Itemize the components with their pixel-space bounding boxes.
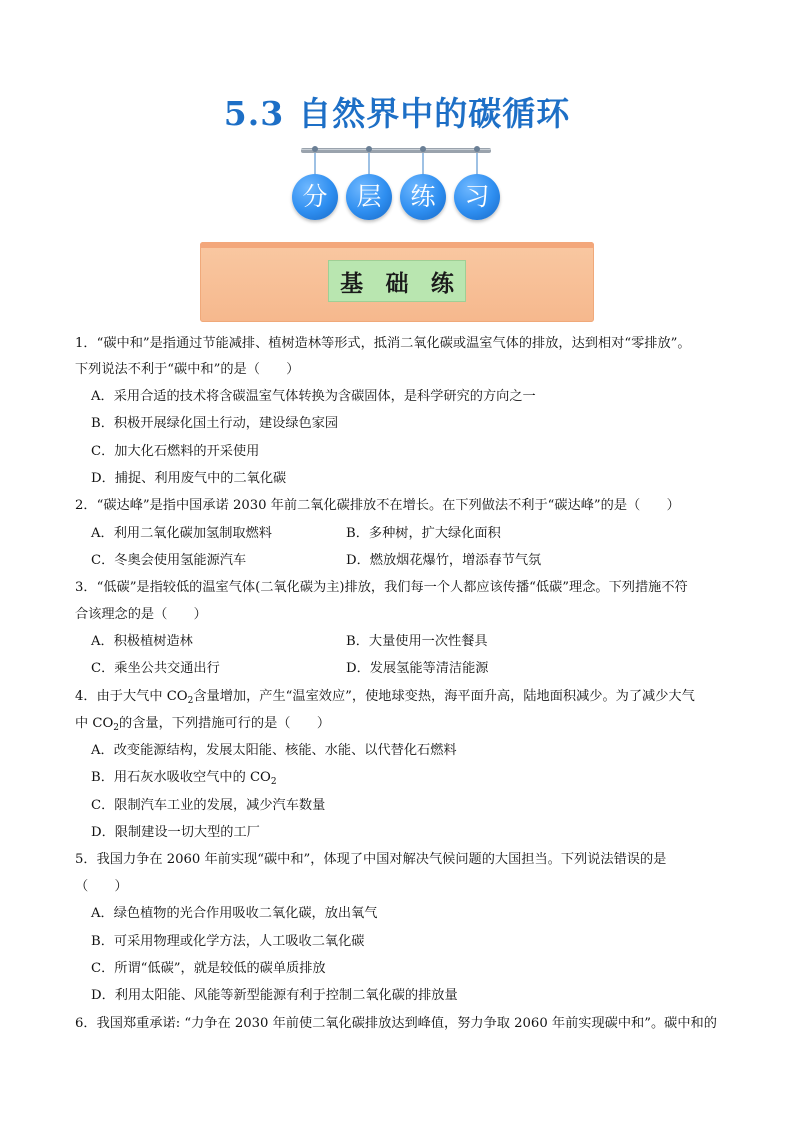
question-stem: 合该理念的是（ ）	[75, 607, 207, 622]
subscript: 2	[113, 723, 120, 733]
badge-ceng: 层	[346, 174, 392, 220]
section-title: 自然界中的碳循环	[298, 94, 571, 133]
option-d: D．捕捉、利用废气中的二氧化碳	[91, 471, 287, 486]
option-d: D．限制建设一切大型的工厂	[91, 825, 260, 840]
option-a: A．利用二氧化碳加氢制取燃料	[91, 526, 272, 541]
hanging-rod	[301, 148, 491, 153]
option-text: B．用石灰水吸收空气中的 CO	[91, 770, 271, 785]
section-banner	[200, 242, 594, 322]
option-d: D．发展氢能等清洁能源	[346, 661, 489, 676]
question-stem: （ ）	[75, 879, 128, 894]
stem-text: 中 CO	[75, 716, 114, 731]
question-stem	[75, 683, 695, 710]
stem-text: 4．由于大气中 CO	[75, 689, 188, 704]
badge-xi: 习	[454, 174, 500, 220]
badge-fen: 分	[292, 174, 338, 220]
option-c: C．乘坐公共交通出行	[91, 661, 220, 676]
option-a: A．采用合适的技术将含碳温室气体转换为含碳固体，是科学研究的方向之一	[91, 389, 536, 404]
stem-text: 的含量，下列措施可行的是（ ）	[119, 716, 331, 731]
rod-pin-icon	[420, 146, 426, 152]
section-number: 5.3	[223, 94, 285, 133]
section-label	[328, 260, 466, 302]
option-b: B．大量使用一次性餐具	[346, 634, 488, 649]
question-stem: 3．“低碳”是指较低的温室气体(二氧化碳为主)排放，我们每一个人都应该传播“低碳”理念。下列措施不符	[75, 580, 688, 595]
option-b: B．多种树，扩大绿化面积	[346, 526, 501, 541]
rod-pin-icon	[366, 146, 372, 152]
subscript: 2	[187, 696, 194, 706]
page-title	[0, 88, 794, 135]
option-a: A．改变能源结构，发展太阳能、核能、水能、以代替化石燃料	[91, 743, 457, 758]
question-stem: 6．我国郑重承诺: “力争在 2030 年前使二氧化碳排放达到峰值，努力争取 2060 年前实现碳中和”。碳中和的	[75, 1016, 717, 1031]
option-c: C．加大化石燃料的开采使用	[91, 444, 260, 459]
rod-pin-icon	[474, 146, 480, 152]
option-c: C．所谓“低碳”，就是较低的碳单质排放	[91, 961, 326, 976]
option-d: D．利用太阳能、风能等新型能源有利于控制二氧化碳的排放量	[91, 988, 458, 1003]
option-d: D．燃放烟花爆竹，增添春节气氛	[346, 553, 542, 568]
option-b	[91, 764, 277, 791]
question-stem: 2．“碳达峰”是指中国承诺 2030 年前二氧化碳排放不在增长。在下列做法不利于“碳达峰”的是（ ）	[75, 498, 680, 513]
stem-text: 含量增加，产生“温室效应”，使地球变热，海平面升高，陆地面积减少。为了减少大气	[193, 689, 695, 704]
option-a: A．积极植树造林	[91, 634, 193, 649]
question-stem: 下列说法不利于“碳中和”的是（ ）	[75, 362, 300, 377]
option-c: C．冬奥会使用氢能源汽车	[91, 553, 247, 568]
section-char: 基	[340, 270, 364, 297]
rod-pin-icon	[312, 146, 318, 152]
question-stem: 5．我国力争在 2060 年前实现“碳中和”，体现了中国对解决气候问题的大国担当。下列说法错误的是	[75, 852, 667, 867]
option-a: A．绿色植物的光合作用吸收二氧化碳，放出氧气	[91, 906, 378, 921]
option-b: B．积极开展绿化国土行动，建设绿色家园	[91, 416, 339, 431]
option-c: C．限制汽车工业的发展，减少汽车数量	[91, 798, 326, 813]
question-stem	[75, 710, 330, 737]
subscript: 2	[270, 777, 277, 787]
badge-lian: 练	[400, 174, 446, 220]
question-stem: 1．“碳中和”是指通过节能减排、植树造林等形式，抵消二氧化碳或温室气体的排放，达到相对“零排放”。	[75, 336, 691, 351]
option-b: B．可采用物理或化学方法，人工吸收二氧化碳	[91, 934, 365, 949]
section-char: 练	[430, 270, 454, 297]
section-char: 础	[385, 270, 409, 297]
